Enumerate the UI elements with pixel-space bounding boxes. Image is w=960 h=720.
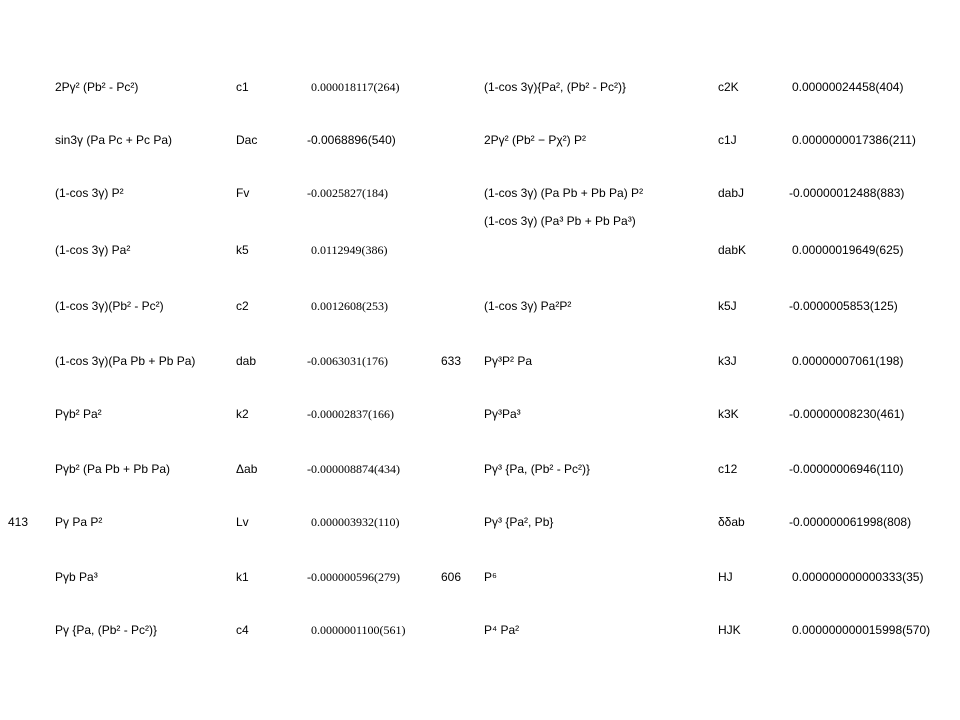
- term-dd-ab-row: Pγ³ {Pa², Pb}: [484, 515, 554, 529]
- value-delta-ab: -0.000008874(434): [307, 462, 400, 476]
- term-k3k-row: Pγ³Pa³: [484, 407, 521, 421]
- row-number: 413: [8, 515, 29, 529]
- param-c2: c2: [236, 299, 249, 313]
- value-c1: 0.000018117(264): [311, 80, 400, 94]
- value-k3j: 0.00000007061(198): [792, 354, 904, 368]
- value-hj: 0.000000000000333(35): [792, 570, 924, 584]
- value-dac: -0.0068896(540): [307, 133, 396, 147]
- value-hjk: 0.000000000015998(570): [792, 623, 931, 637]
- value-c2k: 0.00000024458(404): [792, 80, 904, 94]
- param-c12: c12: [718, 462, 738, 476]
- param-c2k: c2K: [718, 80, 739, 94]
- term-delta-ab-row: Pγb² (Pa Pb + Pb Pa): [55, 462, 171, 476]
- value-dd-ab: -0.000000061998(808): [789, 515, 912, 529]
- value-c1j: 0.0000000017386(211): [792, 133, 916, 147]
- param-c1: c1: [236, 80, 249, 94]
- param-dab: dab: [236, 354, 257, 368]
- term-c1j-row: 2Pγ² (Pb² − Pχ²) P²: [484, 133, 586, 147]
- param-dabk: dabK: [718, 243, 747, 257]
- term-c12-row: Pγ³ {Pa, (Pb² - Pc²)}: [484, 462, 591, 476]
- term-lv-row: Pγ Pa P²: [55, 515, 103, 529]
- value-k5j: -0.0000005853(125): [789, 299, 898, 313]
- param-k1: k1: [236, 570, 249, 584]
- term-c2-row: (1-cos 3γ)(Pb² - Pc²): [55, 299, 164, 313]
- term-dab-row: (1-cos 3γ)(Pa Pb + Pb Pa): [55, 354, 196, 368]
- value-lv: 0.000003932(110): [311, 515, 400, 529]
- param-lv: Lv: [236, 515, 249, 529]
- term-dac-row: sin3γ (Pa Pc + Pc Pa): [55, 133, 173, 147]
- param-c1j: c1J: [718, 133, 737, 147]
- param-k2: k2: [236, 407, 249, 421]
- term-k3j-row: Pγ³P² Pa: [484, 354, 533, 368]
- term-k5-row: (1-cos 3γ) Pa²: [55, 243, 131, 257]
- term-k2-row: Pγb² Pa²: [55, 407, 102, 421]
- value-c12: -0.00000006946(110): [789, 462, 904, 476]
- row-number: 633: [441, 354, 462, 368]
- term-hj-row: P⁶: [484, 570, 497, 584]
- value-k3k: -0.00000008230(461): [789, 407, 905, 421]
- param-hjk: HJK: [718, 623, 741, 637]
- param-k3k: k3K: [718, 407, 739, 421]
- term-k1-row: Pγb Pa³: [55, 570, 98, 584]
- term-hjk-row: P⁴ Pa²: [484, 623, 520, 637]
- term-c1-row: 2Pγ² (Pb² - Pc²): [55, 80, 139, 94]
- value-k1: -0.000000596(279): [307, 570, 400, 584]
- term-k5j-row: (1-cos 3γ) Pa²P²: [484, 299, 572, 313]
- value-c4: 0.0000001100(561): [311, 623, 406, 637]
- value-dab: -0.0063031(176): [307, 354, 388, 368]
- value-c2: 0.0012608(253): [311, 299, 388, 313]
- term-c4-row: Pγ {Pa, (Pb² - Pc²)}: [55, 623, 158, 637]
- param-k5: k5: [236, 243, 249, 257]
- param-dd-ab: δδab: [718, 515, 745, 529]
- term-c2k-row: (1-cos 3γ){Pa², (Pb² - Pc²)}: [484, 80, 627, 94]
- param-hj: HJ: [718, 570, 733, 584]
- term-dabk-row: (1-cos 3γ) (Pa³ Pb + Pb Pa³): [484, 214, 636, 228]
- value-k5: 0.0112949(386): [311, 243, 388, 257]
- value-dabj: -0.00000012488(883): [789, 186, 905, 200]
- row-number: 606: [441, 570, 462, 584]
- param-k3j: k3J: [718, 354, 737, 368]
- value-dabk: 0.00000019649(625): [792, 243, 904, 257]
- value-k2: -0.00002837(166): [307, 407, 394, 421]
- param-delta-ab: Δab: [236, 462, 258, 476]
- term-dabj-row: (1-cos 3γ) (Pa Pb + Pb Pa) P²: [484, 186, 644, 200]
- param-dabj: dabJ: [718, 186, 745, 200]
- param-fv: Fv: [236, 186, 250, 200]
- param-c4: c4: [236, 623, 249, 637]
- value-fv: -0.0025827(184): [307, 186, 388, 200]
- param-dac: Dac: [236, 133, 258, 147]
- param-k5j: k5J: [718, 299, 737, 313]
- term-fv-row: (1-cos 3γ) P²: [55, 186, 124, 200]
